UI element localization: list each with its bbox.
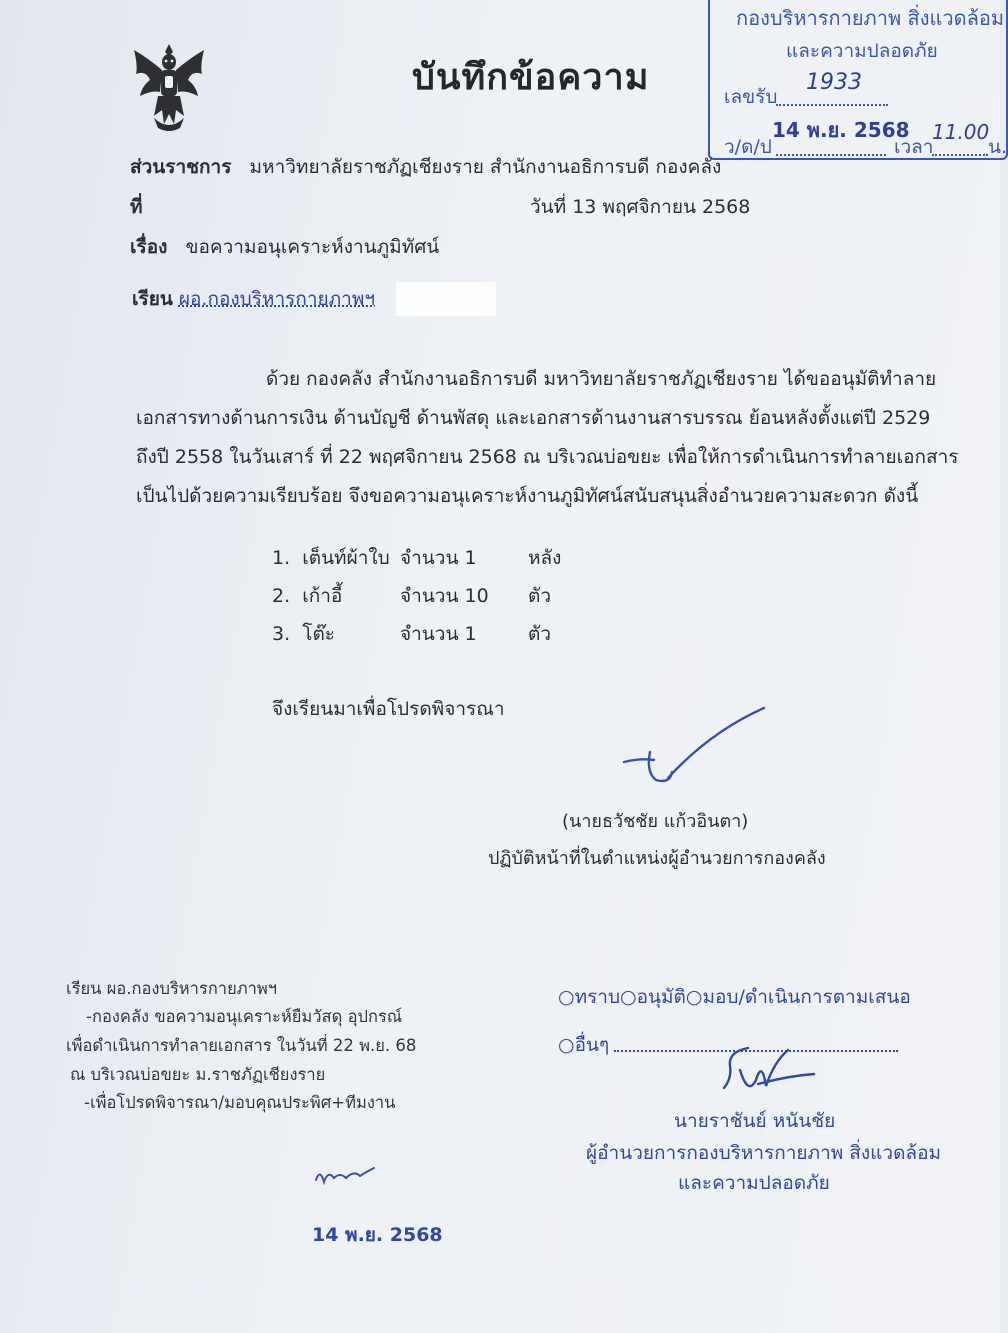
stamp-date-label: ว/ด/ป [724,136,772,158]
to-row [132,284,375,314]
signer-position: ปฏิบัติหน้าที่ในตำแหน่งผู้อำนวยการกองคลัง [488,848,826,869]
subject-row [130,232,439,262]
note-left-line1: เรียน ผอ.กองบริหารกายภาพฯ [66,979,278,998]
memo-date: วันที่ 13 พฤศจิกายน 2568 [530,196,751,218]
body-line-4: เป็นไปด้วยความเรียบร้อย จึงขอความอนุเคราะห์งานภูมิทัศน์สนับสนุนสิ่งอำนวยความสะดวก ดังนี้ [136,485,919,507]
initials-signature-icon [312,1160,382,1190]
list-item-unit: ตัว [528,585,552,607]
body-line-2: เอกสารทางด้านการเงิน ด้านบัญชี ด้านพัสดุ และเอกสารด้านงานสารบรรณ ย้อนหลังตั้งแต่ปี 2529 [136,407,931,429]
list-item-unit: ตัว [528,623,552,645]
note-right-position1: ผู้อำนวยการกองบริหารกายภาพ สิ่งแวดล้อม [586,1142,942,1164]
garuda-emblem-icon [128,40,210,132]
memo-title: บันทึกข้อความ [412,57,650,98]
note-right-other: ○อื่นๆ [558,1034,610,1056]
stamp-time-label: เวลา [894,136,934,158]
dept-label: ส่วนราชการ [130,156,232,178]
list-item-qty: จำนวน 10 [400,585,489,607]
dept-row [130,152,721,182]
stamp-line2: และความปลอดภัย [786,40,938,62]
body-line-1: ด้วย กองคลัง สำนักงานอธิการบดี มหาวิทยาลัยราชภัฏเชียงราย ได้ขออนุมัติทำลาย [266,368,937,390]
doc-no-label: ที่ [130,196,143,218]
list-item: 3. โต๊ะ [272,623,335,645]
note-left-line2: -กองคลัง ขอความอนุเคราะห์ยืมวัสดุ อุปกรณ์ [86,1007,403,1026]
signature-1-icon [610,702,780,792]
note-right-position2: และความปลอดภัย [678,1172,830,1194]
note-right-name: นายราชันย์ หนันชัย [674,1110,836,1132]
signer-name: (นายธวัชชัย แก้วอินตา) [562,811,749,832]
subject-label: เรื่อง [130,236,168,258]
subject-value: ขอความอนุเคราะห์งานภูมิทัศน์ [185,236,440,258]
stamp-line1: กองบริหารกายภาพ สิ่งแวดล้อม [736,6,1005,30]
redaction-box [396,282,496,316]
list-item-qty: จำนวน 1 [400,623,477,645]
note-left-line4: ณ บริเวณบ่อขยะ ม.ราชภัฏเชียงราย [70,1065,326,1084]
stamp-recv-number: 1933 [806,70,862,95]
note-right-options: ○ทราบ○อนุมัติ○มอบ/ดำเนินการตามเสนอ [558,986,911,1008]
list-item: 2. เก้าอี้ [272,585,343,607]
stamp-date-value: 14 พ.ย. 2568 [772,118,910,142]
note-left-line3: เพื่อดำเนินการทำลายเอกสาร ในวันที่ 22 พ.ย. 68 [66,1036,417,1055]
list-item-unit: หลัง [528,547,562,569]
stamp-time-value: 11.00 [932,120,990,144]
note-left-line5: -เพื่อโปรดพิจารณา/มอบคุณประพิศ+ทีมงาน [84,1093,396,1112]
to-label: เรียน [132,288,173,310]
list-item: 1. เต็นท์ผ้าใบ [272,547,390,569]
dept-value: มหาวิทยาลัยราชภัฏเชียงราย สำนักงานอธิการบดี กองคลัง [249,156,722,178]
stamp-time-suffix: น. [988,136,1008,158]
stamp-recv-label: เลขรับ [724,86,778,108]
body-line-3: ถึงปี 2558 ในวันเสาร์ ที่ 22 พฤศจิกายน 2568 ณ บริเวณบ่อขยะ เพื่อให้การดำเนินการทำลายเอกสาร [136,446,959,468]
receipt-stamp [708,0,1008,160]
to-value: ผอ.กองบริหารกายภาพฯ [178,288,376,310]
note-left-date-stamp: 14 พ.ย. 2568 [312,1224,443,1246]
signature-2-icon [718,1040,818,1104]
list-item-qty: จำนวน 1 [400,547,477,569]
closing-text: จึงเรียนมาเพื่อโปรดพิจารณา [272,698,505,720]
